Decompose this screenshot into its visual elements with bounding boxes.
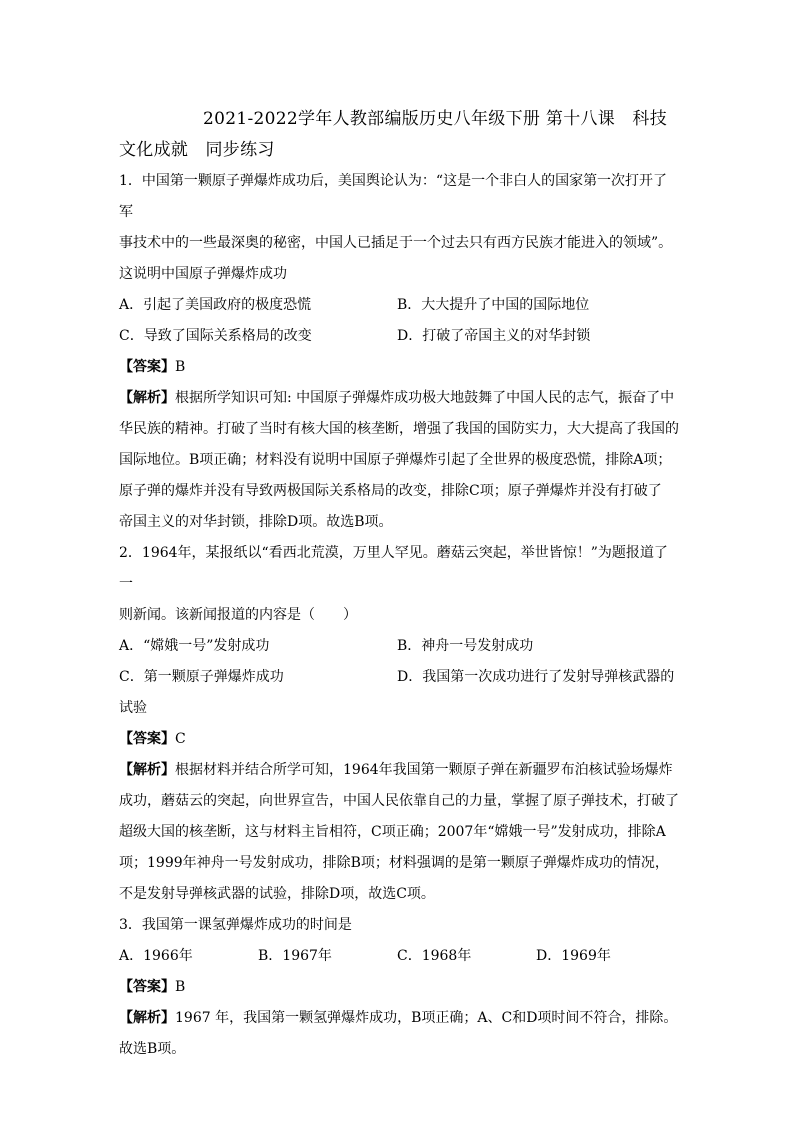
document-title-line-1: 2021-2022学年人教部编版历史八年级下册 第十八课 科技	[203, 109, 667, 129]
analysis-line: 原子弹的爆炸并没有导致两极国际关系格局的改变，排除C项；原子弹爆炸并没有打破了	[119, 483, 662, 499]
option-a: A．“嫦娥一号”发射成功	[119, 638, 270, 654]
analysis-line: 故选B项。	[119, 1041, 186, 1057]
analysis-text: 1967 年，我国第一颗氢弹爆炸成功，B项正确；A、C和D项时间不符合，排除。	[175, 1010, 678, 1026]
analysis-line: 国际地位。B项正确；材料没有说明中国原子弹爆炸引起了全世界的极度恐慌，排除A项；	[119, 452, 672, 468]
question-stem-line: 这说明中国原子弹爆炸成功	[119, 266, 287, 282]
answer-label: 【答案】	[119, 359, 175, 375]
option-a: A．1966年	[119, 948, 193, 964]
option-b: B．大大提升了中国的国际地位	[397, 297, 590, 313]
analysis-label: 【解析】	[119, 390, 175, 406]
question-2	[119, 538, 679, 910]
analysis-label: 【解析】	[119, 762, 175, 778]
analysis-line	[119, 755, 679, 786]
option-row	[119, 321, 679, 352]
option-row	[119, 290, 679, 321]
question-stem-line: 3．我国第一课氢弹爆炸成功的时间是	[119, 917, 352, 933]
option-b: B．神舟一号发射成功	[397, 638, 534, 654]
analysis-line	[119, 383, 679, 414]
option-d-continuation: 试验	[119, 700, 147, 716]
document-title-line-2: 文化成就 同步练习	[119, 140, 275, 160]
answer-label: 【答案】	[119, 979, 175, 995]
option-row	[119, 941, 679, 972]
analysis-line	[119, 1003, 679, 1034]
question-3	[119, 910, 679, 1065]
option-row	[119, 662, 679, 693]
answer-value: B	[175, 979, 186, 995]
analysis-line: 超级大国的核垄断，这与材料主旨相符，C项正确；2007年“嫦娥一号”发射成功，排除A	[119, 824, 666, 840]
question-stem-line: 事技术中的一些最深奥的秘密，中国人已插足于一个过去只有西方民族才能进入的领域”。	[119, 235, 673, 251]
answer-value: C	[175, 731, 186, 747]
analysis-text: 根据材料并结合所学可知，1964年我国第一颗原子弹在新疆罗布泊核试验场爆炸	[175, 762, 673, 778]
question-stem-line: 1．中国第一颗原子弹爆炸成功后，美国舆论认为：“这是一个非白人的国家第一次打开了军	[119, 173, 668, 220]
option-b: B．1967年	[258, 948, 332, 964]
question-stem-line: 2．1964年，某报纸以“看西北荒漠，万里人罕见。蘑菇云突起，举世皆惊！”为题报道了一	[119, 545, 668, 592]
analysis-line: 不是发射导弹核武器的试验，排除D项，故选C项。	[119, 886, 435, 902]
analysis-text: 根据所学知识可知: 中国原子弹爆炸成功极大地鼓舞了中国人民的志气，振奋了中	[175, 390, 675, 406]
option-c: C．1968年	[397, 948, 472, 964]
option-row	[119, 631, 679, 662]
answer-line	[119, 972, 679, 1003]
answer-label: 【答案】	[119, 731, 175, 747]
option-d: D．打破了帝国主义的对华封锁	[397, 328, 591, 344]
answer-value: B	[175, 359, 186, 375]
question-stem-line: 则新闻。该新闻报道的内容是（ ）	[119, 607, 357, 623]
answer-line	[119, 724, 679, 755]
analysis-line: 华民族的精神。打破了当时有核大国的核垄断，增强了我国的国防实力，大大提高了我国的	[119, 421, 679, 437]
analysis-line: 项；1999年神舟一号发射成功，排除B项；材料强调的是第一颗原子弹爆炸成功的情况，	[119, 855, 669, 871]
option-d: D．我国第一次成功进行了发射导弹核武器的	[397, 669, 675, 685]
analysis-line: 成功，蘑菇云的突起，向世界宣告，中国人民依靠自己的力量，掌握了原子弹技术，打破了	[119, 793, 679, 809]
option-c: C．导致了国际关系格局的改变	[119, 328, 312, 344]
option-d: D．1969年	[536, 948, 611, 964]
analysis-line: 帝国主义的对华封锁，排除D项。故选B项。	[119, 514, 393, 530]
answer-line	[119, 352, 679, 383]
document-page	[119, 104, 679, 1065]
analysis-label: 【解析】	[119, 1010, 175, 1026]
question-1	[119, 166, 679, 538]
option-a: A．引起了美国政府的极度恐慌	[119, 297, 312, 313]
option-c: C．第一颗原子弹爆炸成功	[119, 669, 284, 685]
